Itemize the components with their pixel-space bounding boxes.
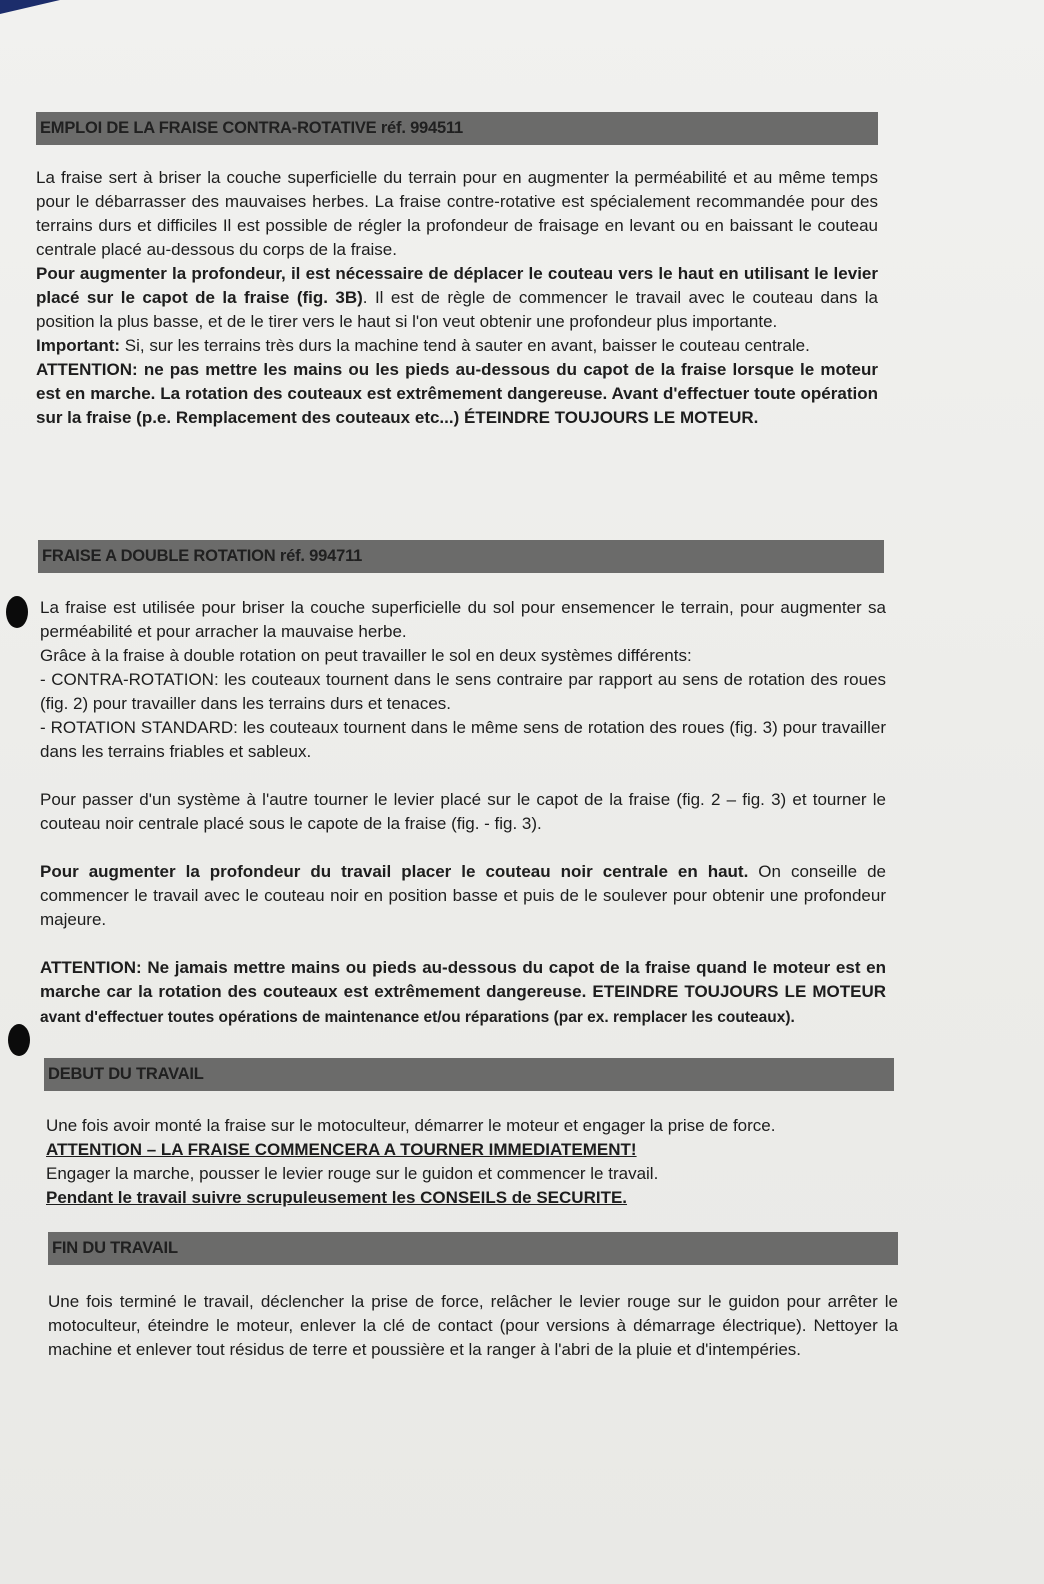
section-header-fin-travail — [48, 1232, 898, 1265]
corner-mark — [0, 0, 60, 14]
paragraph: Pour passer d'un système à l'autre tourner le levier placé sur le capot de la fraise (fig. 2 – fig. 3) et tourner le couteau noir centrale placé sous le capote de la fraise (fig. - fig. 3). — [40, 790, 886, 833]
paragraph: - ROTATION STANDARD: les couteaux tournent dans le même sens de rotation des roues (fig. 3) pour travailler dans les terrains friables et sableux. — [40, 718, 886, 761]
safety-underlined: Pendant le travail suivre scrupuleusement les CONSEILS de SECURITE. — [46, 1188, 628, 1207]
punch-hole — [8, 1024, 30, 1056]
section-body-contra-rotative — [36, 166, 878, 430]
warning-paragraph: ATTENTION: ne pas mettre les mains ou les pieds au-dessous du capot de la fraise lorsque le moteur est en marche. La rotation des couteaux est extrêmement dangereuse. Avant d'effectuer toute opération sur la fraise (p.e. Remplacement des couteaux etc...) ÉTEINDRE TOUJOURS LE MOTEUR. — [36, 360, 878, 427]
bold-text: ATTENTION: Ne jamais mettre mains ou pieds au-dessous du capot de la fraise quand le moteur est en marche car la rotation des couteaux est extrêmement dangereuse. ETEINDRE TOUJOURS LE MOTEUR — [40, 958, 886, 1001]
paragraph: - CONTRA-ROTATION: les couteaux tournent dans le sens contraire par rapport au sens de rotation des roues (fig. 2) pour travailler dans les terrains durs et tenaces. — [40, 670, 886, 713]
section-title: FIN DU TRAVAIL — [52, 1239, 178, 1257]
bold-text: avant d'effectuer toutes opérations de maintenance et/ou réparations (par ex. remplacer les couteaux). — [40, 1009, 795, 1026]
warning-paragraph — [40, 956, 886, 1030]
section-body-debut-travail — [46, 1114, 894, 1210]
punch-hole — [6, 596, 28, 628]
section-body-double-rotation — [40, 596, 886, 1030]
bold-text: Pour augmenter la profondeur, il est nécessaire de déplacer le couteau vers le haut en utilisant le levier placé sur le capot de la fraise (fig. 3B) — [36, 264, 878, 307]
section-header-contra-rotative — [36, 112, 878, 145]
section-body-fin-travail — [48, 1290, 898, 1362]
text: On conseille de commencer le travail avec le couteau noir en position basse et puis de le soulever pour obtenir une profondeur majeure. — [40, 862, 886, 929]
section-title: FRAISE A DOUBLE ROTATION réf. 994711 — [42, 547, 363, 565]
paragraph — [36, 262, 878, 334]
section-title: DEBUT DU TRAVAIL — [48, 1065, 204, 1083]
section-header-double-rotation — [38, 540, 884, 573]
paragraph: Engager la marche, pousser le levier rouge sur le guidon et commencer le travail. — [46, 1164, 659, 1183]
paragraph: Une fois terminé le travail, déclencher la prise de force, relâcher le levier rouge sur le guidon pour arrêter le motoculteur, éteindre le moteur, enlever la clé de contact (pour versions à démarrage électrique). Nettoyer la machine et enlever tout résidus de terre et poussière et la ranger à l'abri de la pluie et d'intempéries. — [48, 1292, 898, 1359]
text: . Il est de règle de commencer le travail avec le couteau dans la position la plus basse, et de le tirer vers le haut si l'on veut obtenir une profondeur plus importante. — [36, 288, 878, 331]
paragraph — [36, 334, 878, 358]
paragraph — [40, 860, 886, 932]
warning-underlined: ATTENTION – LA FRAISE COMMENCERA A TOURNER IMMEDIATEMENT! — [46, 1140, 637, 1159]
text: Si, sur les terrains très durs la machine tend à sauter en avant, baisser le couteau centrale. — [120, 336, 810, 355]
bold-text: Pour augmenter la profondeur du travail placer le couteau noir centrale en haut. — [40, 862, 749, 881]
paragraph: La fraise sert à briser la couche superficielle du terrain pour en augmenter la perméabilité et au même temps pour le débarrasser des mauvaises herbes. La fraise contre-rotative est spécialement recommandée pour des terrains durs et difficiles Il est possible de régler la profondeur de fraisage en levant ou en baissant le couteau centrale placé au-dessous du corps de la fraise. — [36, 168, 878, 259]
paragraph: Grâce à la fraise à double rotation on peut travailler le sol en deux systèmes différents: — [40, 646, 692, 665]
paragraph: La fraise est utilisée pour briser la couche superficielle du sol pour ensemencer le terrain, pour augmenter sa perméabilité et pour arracher la mauvaise herbe. — [40, 598, 886, 641]
section-header-debut-travail — [44, 1058, 894, 1091]
section-title: EMPLOI DE LA FRAISE CONTRA-ROTATIVE réf. 994511 — [40, 119, 464, 137]
paragraph: Une fois avoir monté la fraise sur le motoculteur, démarrer le moteur et engager la prise de force. — [46, 1116, 776, 1135]
bold-text: Important: — [36, 336, 121, 355]
